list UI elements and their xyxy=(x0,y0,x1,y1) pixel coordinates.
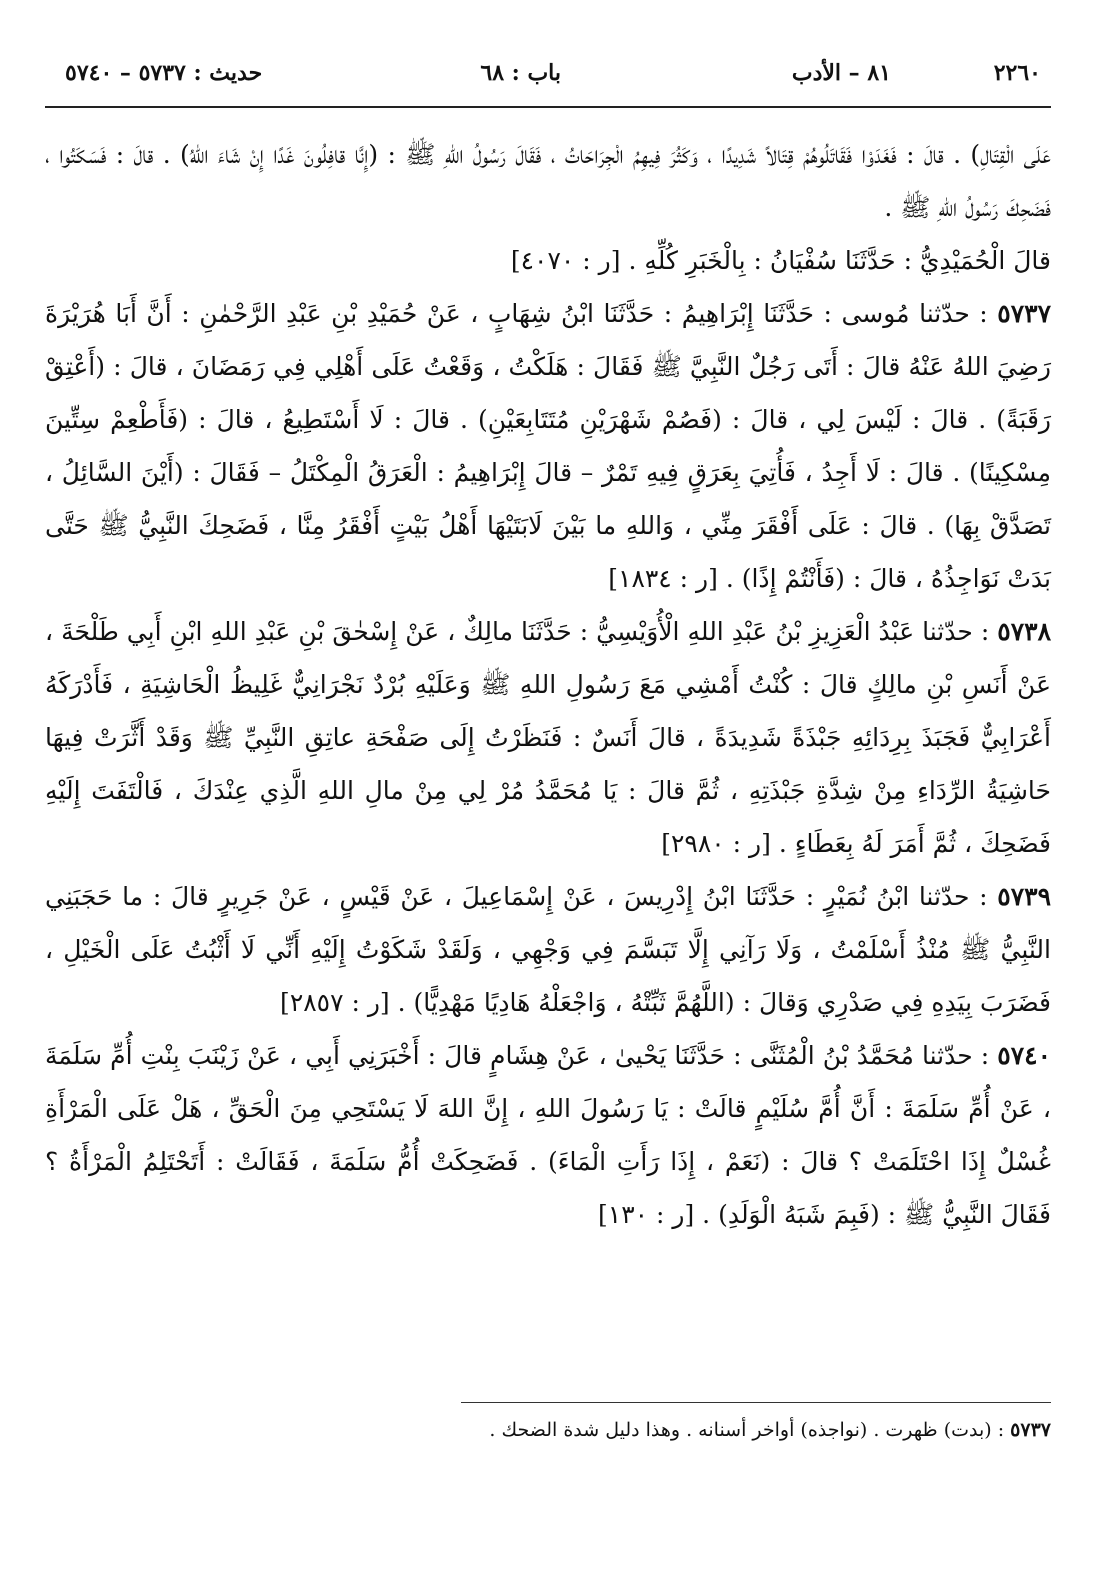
cross-reference: [ر : ١٨٣٤] xyxy=(608,564,718,593)
footnote-number: ٥٧٣٧ xyxy=(1010,1419,1051,1441)
hadith-text: : حدّثنا ابْنُ نُمَيْرٍ : حَدَّثَنَا ابْنُ إِدْرِيسَ ، عَنْ إِسْمَاعِيلَ ، عَنْ قَيْسٍ ، عَنْ جَرِيرٍ قالَ : ما حَجَبَنِي النَّبِيُّ ﷺ مُنْذُ أَسْلَمْتُ ، وَلَا رَآنِي إِلَّا تَبَسَّمَ فِي وَجْهِي ، وَلَقَدْ شَكَوْتُ إِلَيْهِ أَنِّي لَا أَثْبُتُ عَلَى الْخَيْلِ ، فَضَرَبَ بِيَدِهِ فِي صَدْرِي وَقالَ : (اللَّهُمَّ ثَبِّتْهُ ، وَاجْعَلْهُ هَادِيًا مَهْدِيًّا) . xyxy=(45,882,1051,1017)
page-number: ٢٢٦٠ xyxy=(993,60,1041,86)
hadith-number: ٥٧٣٧ xyxy=(997,299,1051,328)
book-title: ٨١ – الأدب xyxy=(791,60,891,86)
hadith-number: ٥٧٣٩ xyxy=(997,882,1051,911)
header-divider xyxy=(45,106,1051,108)
page-header xyxy=(45,52,1051,96)
paragraph-text: عَلَى الْقِتَالِ) . قالَ : فَغَدَوْا فَقَاتَلُوهُمْ قِتَالاً شَدِيدًا ، وَكَثُرَ فِيهِمُ الْجِرَاحَاتُ ، فَقَالَ رَسُولُ اللهِ ﷺ : (إِنَّا قافِلُونَ غَدًا إِنْ شَاءَ اللهُ) . قالَ : فَسَكَتُوا ، فَضَحِكَ رَسُولُ اللهِ ﷺ . xyxy=(45,140,1051,222)
cross-reference: [ر : ٢٩٨٠] xyxy=(661,829,771,858)
hadith-5738 xyxy=(45,605,1051,870)
hadith-number: ٥٧٤٠ xyxy=(997,1041,1052,1070)
cross-reference: [ر : ٤٠٧٠] xyxy=(510,246,621,275)
hadith-text: : حدّثنا عَبْدُ الْعَزِيزِ بْنُ عَبْدِ اللهِ الْأُوَيْسِيُّ : حَدَّثَنَا مالِكٌ ، عَنْ إِسْحٰقَ بْنِ عَبْدِ اللهِ ابْنِ أَبِي طَلْحَةَ ، عَنْ أَنَسِ بْنِ مالِكٍ قالَ : كُنْتُ أَمْشِي مَعَ رَسُولِ اللهِ ﷺ وَعَلَيْهِ بُرْدٌ نَجْرَانِيٌّ غَلِيظُ الْحَاشِيَةِ ، فَأَدْرَكَهُ أَعْرَابِيٌّ فَجَبَذَ بِرِدَائِهِ جَبْذَةً شَدِيدَةً ، قالَ أَنَسٌ : فَنَظَرْتُ إِلَى صَفْحَةِ عاتِقِ النَّبِيِّ ﷺ وَقَدْ أَثَّرَتْ فِيهَا حَاشِيَةُ الرِّدَاءِ مِنْ شِدَّةِ جَبْذَتِهِ ، ثُمَّ قالَ : يَا مُحَمَّدُ مُرْ لِي مِنْ مالِ اللهِ الَّذِي عِنْدَكَ ، فَالْتَفَتَ إِلَيْهِ فَضَحِكَ ، ثُمَّ أَمَرَ لَهُ بِعَطَاءٍ . xyxy=(45,617,1051,858)
hadith-range: حديث : ٥٧٣٧ – ٥٧٤٠ xyxy=(65,60,263,86)
hadith-number: ٥٧٣٨ xyxy=(997,617,1051,646)
footnote xyxy=(45,1414,1051,1446)
hadith-5739 xyxy=(45,870,1051,1029)
hadith-5740 xyxy=(45,1029,1051,1241)
hadith-text: : حدّثنا مُوسى : حَدَّثَنَا إِبْرَاهِيمُ : حَدَّثَنَا ابْنُ شِهَابٍ ، عَنْ حُمَيْدِ بْنِ عَبْدِ الرَّحْمٰنِ : أَنَّ أَبَا هُرَيْرَةَ رَضِيَ اللهُ عَنْهُ قالَ : أَتَى رَجُلٌ النَّبِيَّ ﷺ فَقَالَ : هَلَكْتُ ، وَقَعْتُ عَلَى أَهْلِي فِي رَمَضَانَ ، قالَ : (أَعْتِقْ رَقَبَةً) . قالَ : لَيْسَ لِي ، قالَ : (فَصُمْ شَهْرَيْنِ مُتَتَابِعَيْنِ) . قالَ : لَا أَسْتَطِيعُ ، قالَ : (فَأَطْعِمْ سِتِّينَ مِسْكِينًا) . قالَ : لَا أَجِدُ ، فَأُتِيَ بِعَرَقٍ فِيهِ تَمْرٌ – قالَ إِبْرَاهِيمُ : الْعَرَقُ الْمِكْتَلُ – فَقَالَ : (أَيْنَ السَّائِلُ ، تَصَدَّقْ بِهَا) . قالَ : عَلَى أَفْقَرَ مِنِّي ، وَاللهِ ما بَيْنَ لَابَتَيْهَا أَهْلُ بَيْتٍ أَفْقَرُ مِنَّا ، فَضَحِكَ النَّبِيُّ ﷺ حَتَّى بَدَتْ نَوَاجِذُهُ ، قالَ : (فَأَنْتُمْ إِذًا) . xyxy=(45,299,1051,593)
main-text xyxy=(45,128,1051,1241)
footnote-text: : (بدت) ظهرت . (نواجذه) أواخر أسنانه . وهذا دليل شدة الضحك . xyxy=(489,1419,1005,1441)
chapter-label: باب : ٦٨ xyxy=(480,60,561,86)
paragraph-humaydi xyxy=(45,234,1051,287)
paragraph-continuation xyxy=(45,128,1051,234)
cross-reference: [ر : ١٣٠] xyxy=(598,1200,695,1229)
footnote-divider xyxy=(461,1402,1051,1403)
hadith-text: : حدّثنا مُحَمَّدُ بْنُ الْمُثَنَّى : حَدَّثَنَا يَحْيىٰ ، عَنْ هِشَامٍ قالَ : أَخْبَرَنِي أَبِي ، عَنْ زَيْنَبَ بِنْتِ أُمِّ سَلَمَةَ ، عَنْ أُمِّ سَلَمَةَ : أَنَّ أُمَّ سُلَيْمٍ قالَتْ : يَا رَسُولَ اللهِ ، إِنَّ اللهَ لَا يَسْتَحِي مِنَ الْحَقِّ ، هَلْ عَلَى الْمَرْأَةِ غُسْلٌ إِذَا احْتَلَمَتْ ؟ قالَ : (نَعَمْ ، إِذَا رَأَتِ الْمَاءَ) . فَضَحِكَتْ أُمُّ سَلَمَةَ ، فَقَالَتْ : أَتَحْتَلِمُ الْمَرْأَةُ ؟ فَقَالَ النَّبِيُّ ﷺ : (فَبِمَ شَبَهُ الْوَلَدِ) . xyxy=(45,1041,1051,1229)
hadith-5737 xyxy=(45,287,1051,605)
cross-reference: [ر : ٢٨٥٧] xyxy=(280,988,390,1017)
paragraph-text: قالَ الْحُمَيْدِيُّ : حَدَّثَنَا سُفْيَانُ : بِالْخَبَرِ كُلِّهِ . xyxy=(628,246,1051,275)
